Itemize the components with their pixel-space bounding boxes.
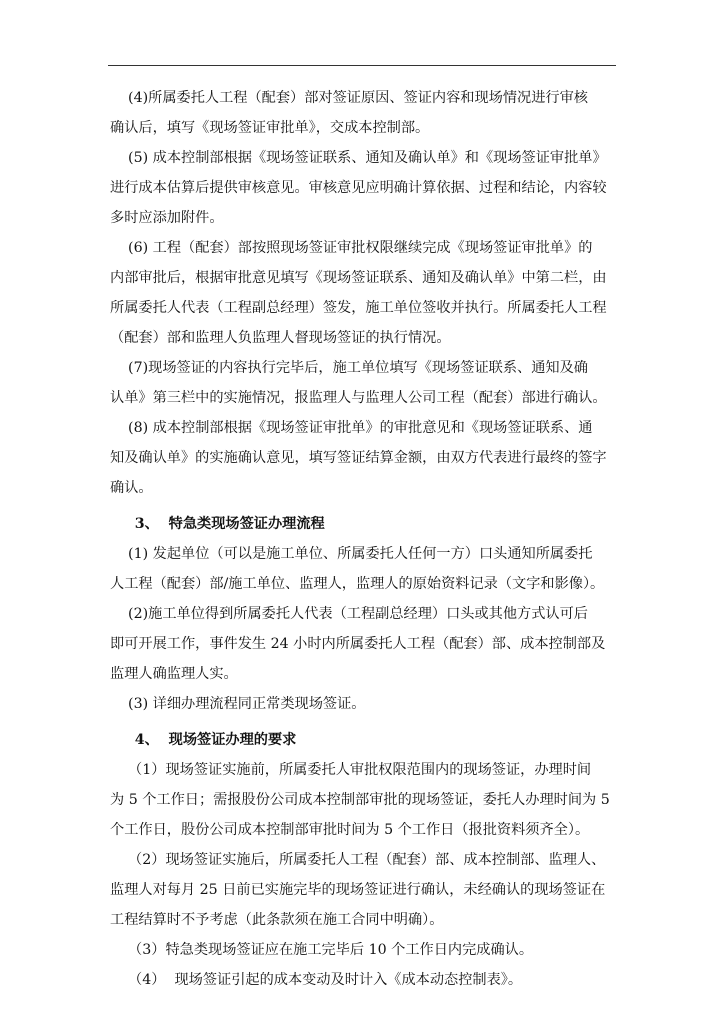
text-line: 确认后，填写《现场签证审批单》，交成本控制部。 — [110, 120, 430, 136]
text-line: （4） 现场签证引起的成本变动及时计入《成本动态控制表》。 — [110, 972, 523, 988]
text-line: 个工作日，股份公司成本控制部审批时间为 5 个工作日（报批资料须齐全）。 — [110, 822, 590, 838]
header-rule — [108, 65, 616, 66]
text-line: (4)所属委托人工程（配套）部对签证原因、签证内容和现场情况进行审核 — [110, 90, 588, 106]
text-line: 人工程（配套）部/施工单位、监理人，监理人的原始资料记录（文字和影像）。 — [110, 576, 605, 592]
text-line: (5) 成本控制部根据《现场签证联系、通知及确认单》和《现场签证审批单》 — [110, 150, 607, 166]
text-line: 为 5 个工作日；需报股份公司成本控制部审批的现场签证，委托人办理时间为 5 — [110, 792, 610, 808]
text-line: (3) 详细办理流程同正常类现场签证。 — [110, 696, 366, 712]
text-line: （1）现场签证实施前，所属委托人审批权限范围内的现场签证，办理时间 — [110, 762, 592, 778]
text-line: （2）现场签证实施后，所属委托人工程（配套）部、成本控制部、监理人、 — [110, 852, 606, 868]
text-line: （配套）部和监理人负监理人督现场签证的执行情况。 — [110, 330, 451, 346]
text-line: （3）特急类现场签证应在施工完毕后 10 个工作日内完成确认。 — [110, 942, 534, 958]
text-line: (2)施工单位得到所属委托人代表（工程副总经理）口头或其他方式认可后 — [110, 606, 588, 622]
text-line: 所属委托人代表（工程副总经理）签发，施工单位签收并执行。所属委托人工程 — [110, 300, 607, 316]
text-line: 多时应添加附件。 — [110, 210, 224, 226]
text-line: 工程结算时不予考虑（此条款须在施工合同中明确）。 — [110, 912, 444, 928]
text-line: 进行成本估算后提供审核意见。审核意见应明确计算依据、过程和结论，内容较 — [110, 180, 607, 196]
text-line: 认单》第三栏中的实施情况，报监理人与监理人公司工程（配套）部进行确认。 — [110, 390, 607, 406]
text-line: 监理人确监理人实。 — [110, 666, 238, 682]
text-line: (8) 成本控制部根据《现场签证审批单》的审批意见和《现场签证联系、通 — [110, 420, 593, 436]
section-heading-3: 3、 特急类现场签证办理流程 — [110, 516, 325, 532]
text-line: (7)现场签证的内容执行完毕后，施工单位填写《现场签证联系、通知及确 — [110, 360, 588, 376]
text-line: (1) 发起单位（可以是施工单位、所属委托人任何一方）口头通知所属委托 — [110, 546, 593, 562]
text-line: 内部审批后，根据审批意见填写《现场签证联系、通知及确认单》中第二栏，由 — [110, 270, 607, 286]
text-line: 确认。 — [110, 480, 153, 496]
body-text — [110, 83, 616, 995]
text-line: (6) 工程（配套）部按照现场签证审批权限继续完成《现场签证审批单》的 — [110, 240, 593, 256]
text-line: 即可开展工作，事件发生 24 小时内所属委托人工程（配套）部、成本控制部及 — [110, 636, 606, 652]
text-line: 监理人对每月 25 日前已实施完毕的现场签证进行确认，未经确认的现场签证在 — [110, 882, 606, 898]
text-line: 知及确认单》的实施确认意见，填写签证结算金额，由双方代表进行最终的签字 — [110, 450, 607, 466]
section-heading-4: 4、 现场签证办理的要求 — [110, 732, 297, 748]
